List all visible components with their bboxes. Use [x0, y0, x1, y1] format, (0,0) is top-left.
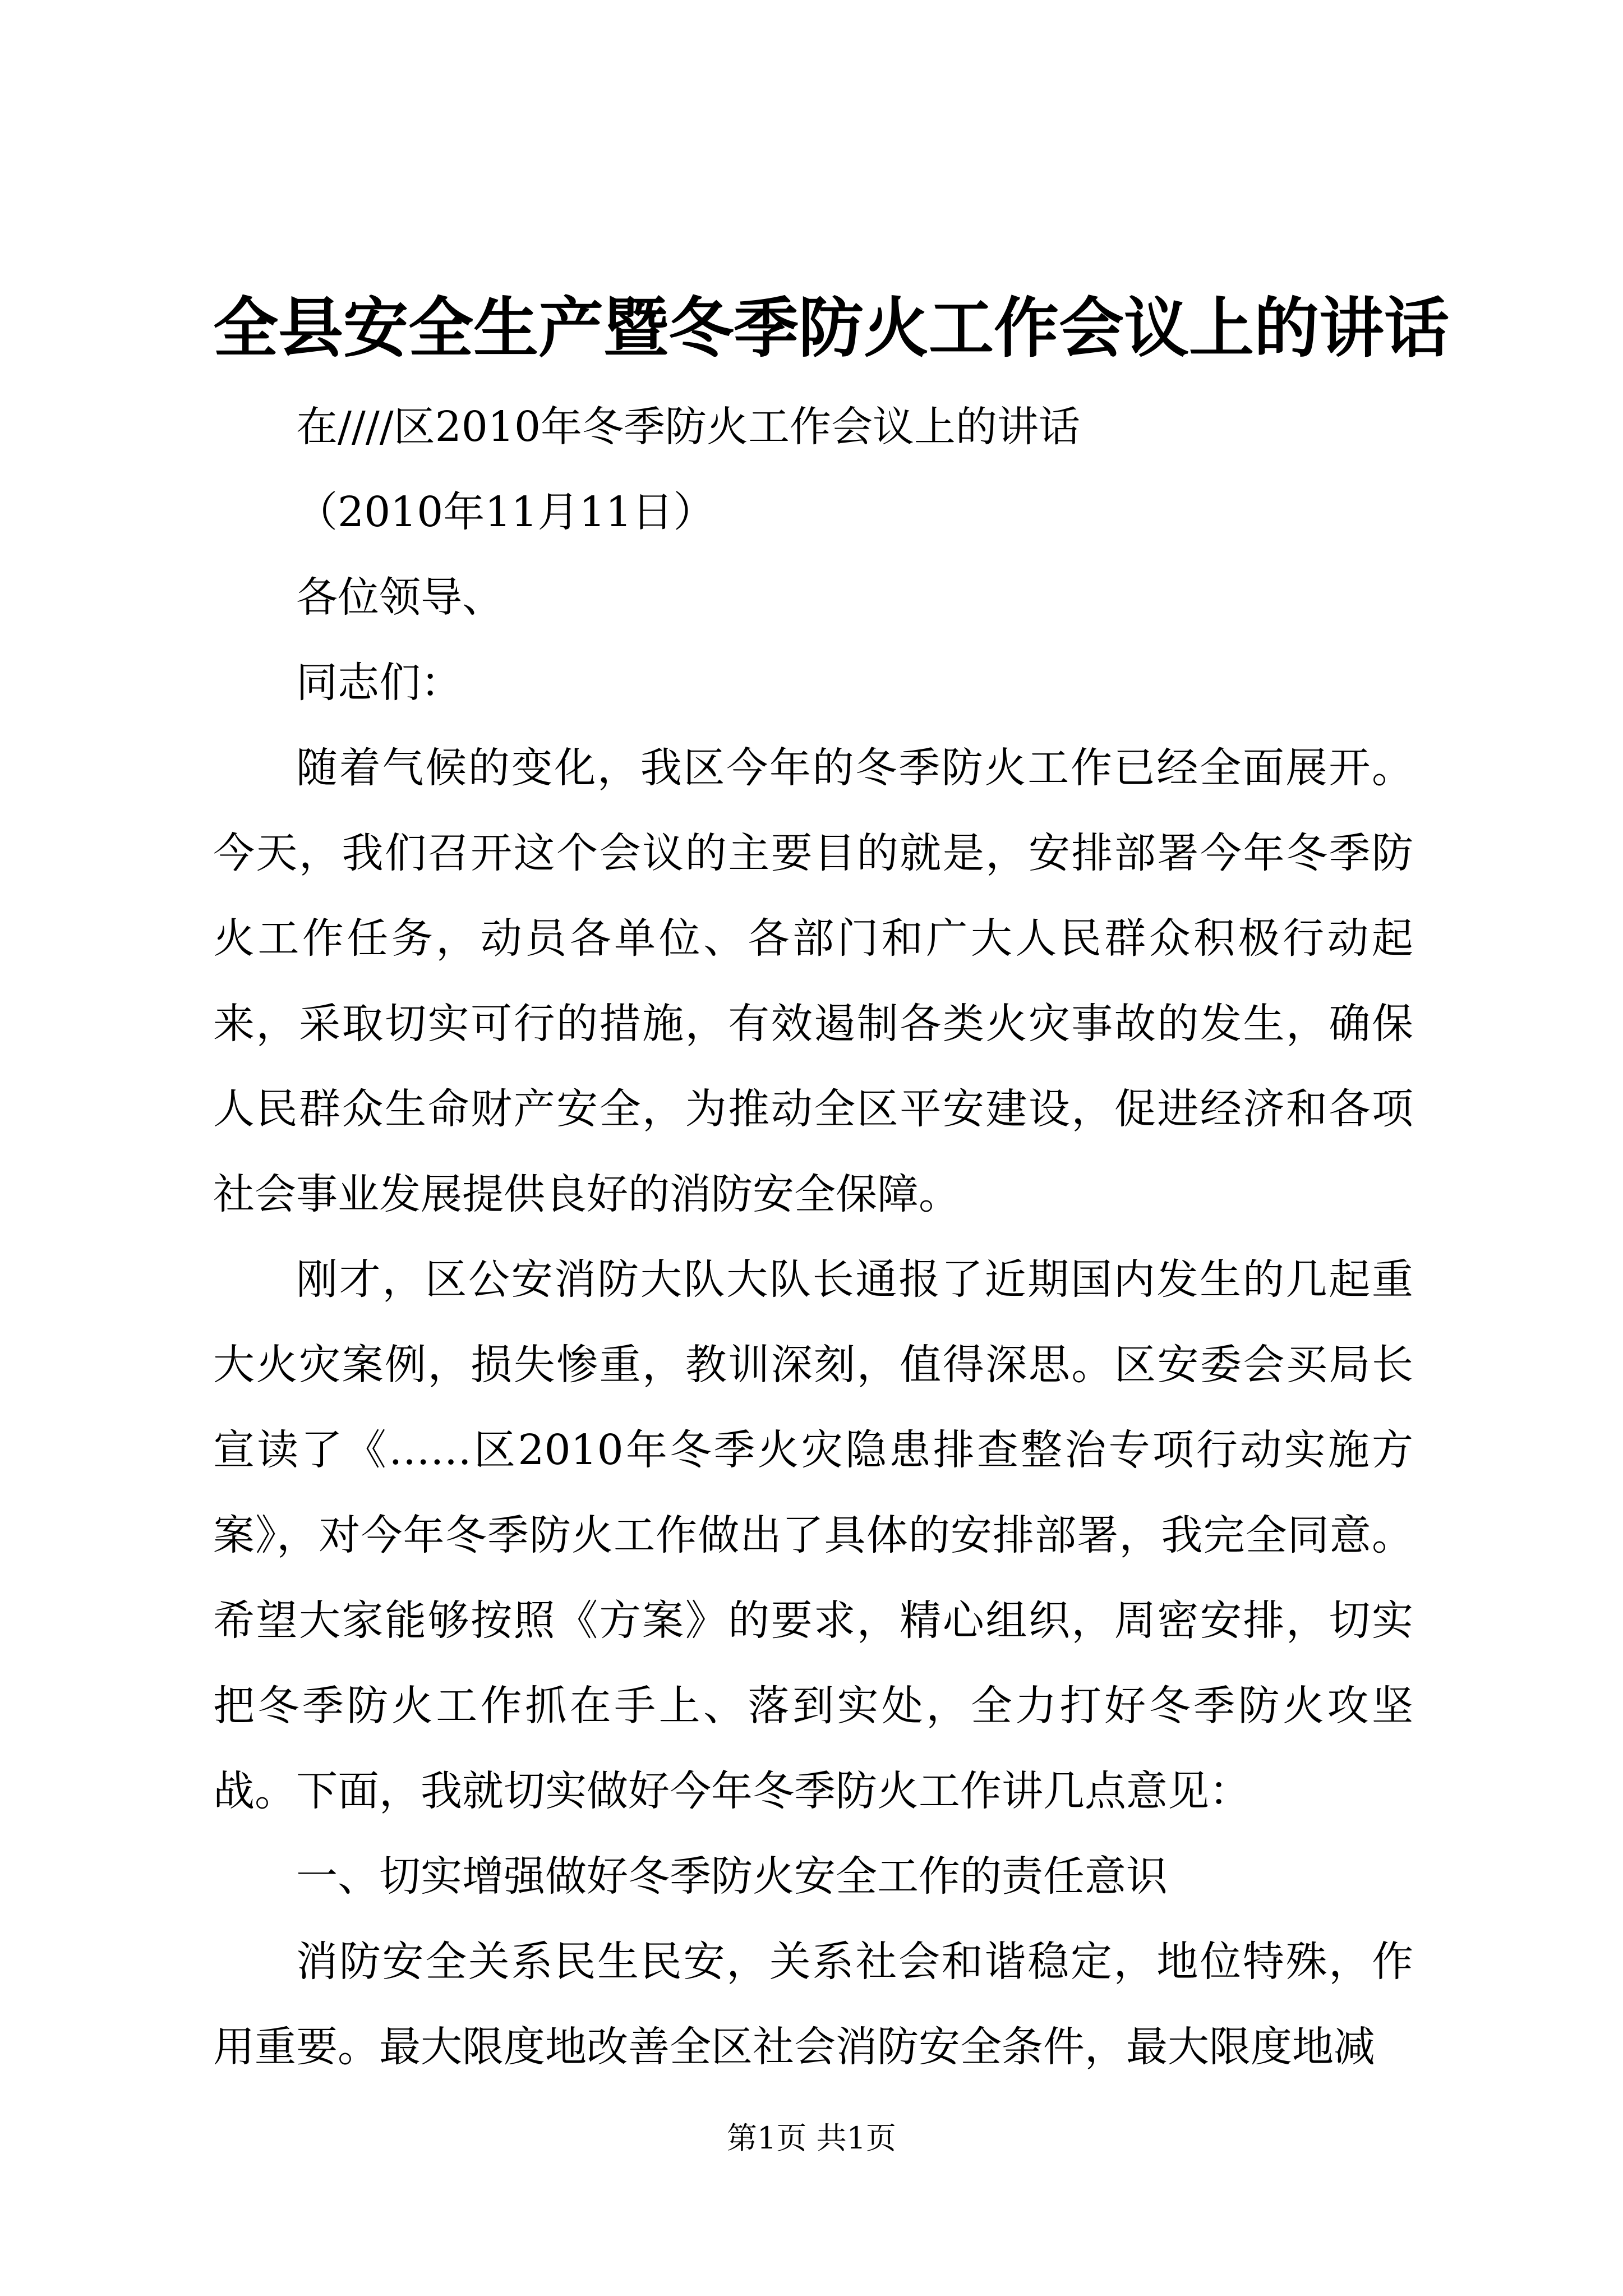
document-title: 全县安全生产暨冬季防火工作会议上的讲话	[213, 290, 1449, 366]
salutation-line: 各位领导、	[296, 573, 504, 622]
date-line: （2010年11月11日）	[296, 488, 715, 536]
body-paragraph: 随着气候的变化，我区今年的冬季防火工作已经全面展开。今天，我们召开这个会议的主要目的就是，安排部署今年冬季防火工作任务，动员各单位、各部门和广大人民群众积极行动起来，采取切实可行的措施，有效遏制各类火灾事故的发生，确保人民群众生命财产安全，为推动全区平安建设，促进经济和各项社会事业发展提供良好的消防安全保障。	[213, 744, 1413, 1218]
section-heading: 一、切实增强做好冬季防火安全工作的责任意识	[296, 1852, 1168, 1901]
body-paragraph: 消防安全关系民生民安，关系社会和谐稳定，地位特殊，作用重要。最大限度地改善全区社会消防安全条件，最大限度地减	[213, 1938, 1413, 2071]
page-number: 第1页 共1页	[727, 2120, 896, 2156]
subtitle-line: 在////区2010年冬季防火工作会议上的讲话	[296, 403, 1081, 451]
document-body	[213, 384, 1413, 2090]
salutation-line: 同志们：	[296, 659, 462, 707]
body-paragraph: 刚才，区公安消防大队大队长通报了近期国内发生的几起重大火灾案例，损失惨重，教训深刻，值得深思。区安委会买局长宣读了《……区2010年冬季火灾隐患排查整治专项行动实施方案》，对今年冬季防火工作做出了具体的安排部署，我完全同意。希望大家能够按照《方案》的要求，精心组织，周密安排，切实把冬季防火工作抓在手上、落到实处，全力打好冬季防火攻坚战。下面，我就切实做好今年冬季防火工作讲几点意见：	[213, 1255, 1413, 1815]
